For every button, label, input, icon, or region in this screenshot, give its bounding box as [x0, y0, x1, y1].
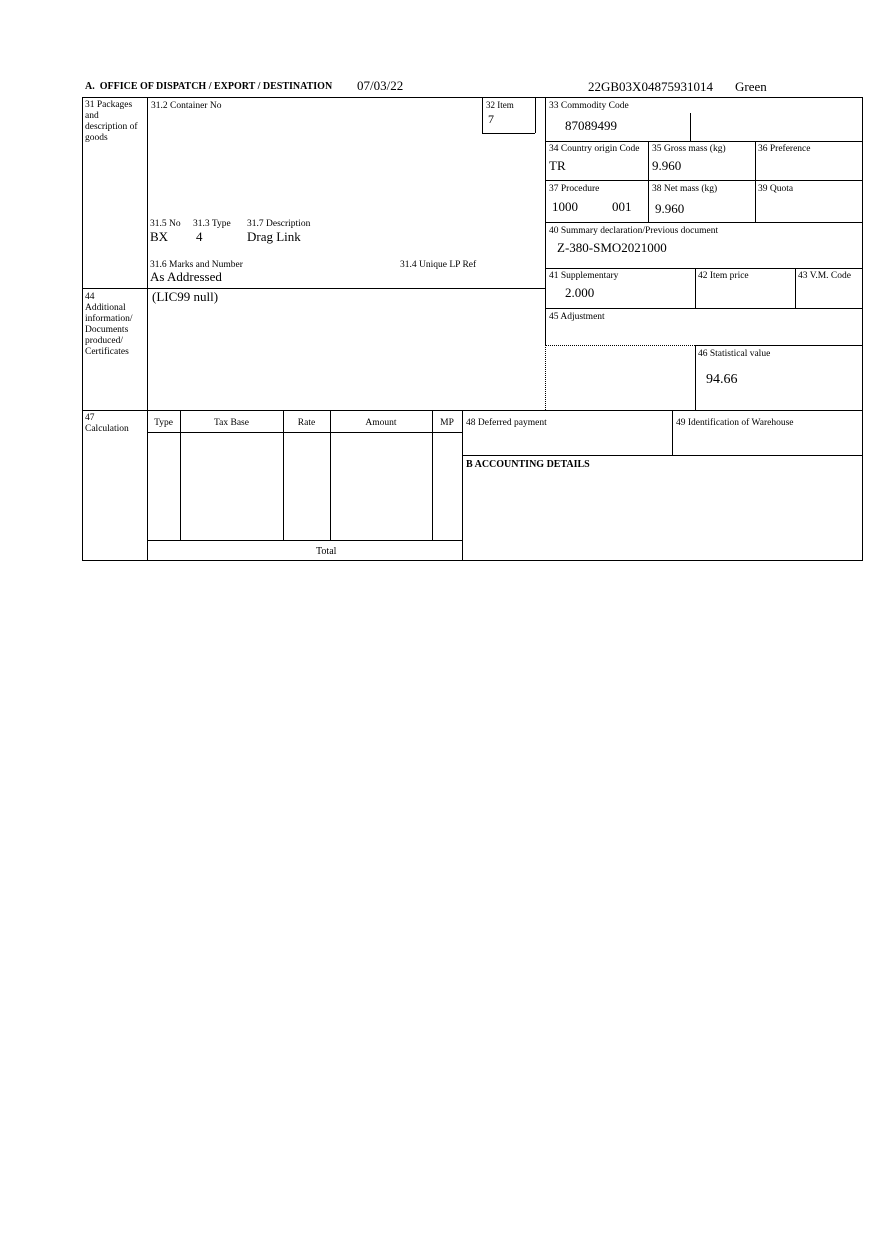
form-line	[330, 410, 331, 540]
form-line	[180, 410, 181, 540]
box33-value: 87089499	[565, 118, 617, 133]
box37-value-2: 001	[612, 199, 632, 214]
calc-col-type: Type	[154, 418, 173, 428]
form-line	[482, 133, 535, 134]
box46-label: 46 Statistical value	[698, 349, 771, 359]
form-line	[545, 268, 862, 269]
form-dotted-line	[545, 345, 546, 410]
box35-label: 35 Gross mass (kg)	[652, 144, 726, 154]
form-line	[535, 97, 536, 133]
box38-value: 9.960	[655, 201, 685, 216]
form-line	[545, 308, 862, 309]
form-line	[147, 432, 462, 433]
form-line	[690, 113, 691, 141]
box31-no-label: 31.5 No	[150, 219, 181, 229]
section-b-label: B ACCOUNTING DETAILS	[466, 459, 590, 470]
box40-value: Z-380-SMO2021000	[557, 240, 667, 255]
box42-label: 42 Item price	[698, 271, 749, 281]
box44-value: (LIC99 null)	[152, 289, 219, 304]
form-line	[672, 410, 673, 455]
box32-item-label: 32 Item	[486, 100, 514, 110]
box31-marks-label: 31.6 Marks and Number	[150, 260, 243, 270]
form-line	[283, 410, 284, 540]
box34-label: 34 Country origin Code	[549, 144, 640, 154]
form-line	[545, 222, 862, 223]
form-line	[147, 540, 462, 541]
form-line	[648, 141, 649, 222]
form-dotted-line	[545, 345, 695, 346]
declaration-date: 07/03/22	[357, 78, 404, 93]
form-line	[462, 410, 463, 560]
form-line	[545, 180, 862, 181]
container-no-label: 31.2 Container No	[151, 101, 222, 111]
box46-value: 94.66	[706, 372, 738, 387]
calc-total-label: Total	[316, 546, 337, 557]
box33-label: 33 Commodity Code	[549, 101, 629, 111]
box40-label: 40 Summary declaration/Previous document	[549, 226, 719, 236]
box36-label: 36 Preference	[758, 144, 811, 154]
mrn-value: 22GB03X04875931014	[588, 79, 713, 94]
box45-label: 45 Adjustment	[549, 312, 605, 322]
box47-number: 47	[85, 413, 95, 423]
form-line	[82, 97, 83, 560]
box37-label: 37 Procedure	[549, 184, 600, 194]
form-line	[462, 455, 862, 456]
form-line	[482, 97, 483, 133]
box31-description-label: 31.7 Description	[247, 219, 311, 229]
box43-label: 43 V.M. Code	[798, 271, 851, 281]
box41-value: 2.000	[565, 285, 595, 300]
box48-label: 48 Deferred payment	[466, 418, 547, 428]
routing-status: Green	[735, 79, 767, 94]
box34-value: TR	[549, 158, 566, 173]
box47-side-label: Calculation	[85, 424, 129, 434]
box31-side-label: 31 Packages and description of goods	[85, 100, 138, 143]
calc-col-tax-base: Tax Base	[214, 418, 249, 428]
form-line	[147, 97, 148, 560]
box44-side-label: Additional information/ Documents produced/ Certificates	[85, 303, 133, 357]
form-line	[862, 97, 863, 561]
form-line	[695, 345, 696, 410]
form-line	[755, 141, 756, 222]
form-line	[695, 268, 696, 308]
calc-col-rate: Rate	[297, 418, 316, 428]
box39-label: 39 Quota	[758, 184, 794, 194]
form-line	[695, 345, 862, 346]
box31-type-value: 4	[196, 229, 203, 244]
form-line	[545, 97, 546, 345]
box32-item-value: 7	[488, 112, 494, 126]
box31-description-value: Drag Link	[247, 229, 301, 244]
form-line	[82, 97, 863, 98]
box31-marks-value: As Addressed	[150, 269, 222, 284]
box41-label: 41 Supplementary	[549, 271, 619, 281]
box44-number: 44	[85, 292, 95, 302]
form-line	[82, 410, 862, 411]
form-line	[795, 268, 796, 308]
box37-value-1: 1000	[552, 199, 578, 214]
calc-col-amount: Amount	[365, 418, 397, 428]
box49-label: 49 Identification of Warehouse	[676, 418, 794, 428]
calc-col-mp: MP	[440, 418, 454, 428]
box31-lp-ref-label: 31.4 Unique LP Ref	[400, 260, 477, 270]
office-of-dispatch-label: A. OFFICE OF DISPATCH / EXPORT / DESTINATION	[85, 81, 333, 92]
box38-label: 38 Net mass (kg)	[652, 184, 718, 194]
form-line	[82, 560, 863, 561]
form-line	[432, 410, 433, 540]
form-line	[545, 141, 862, 142]
box31-no-value: BX	[150, 229, 169, 244]
box35-value: 9.960	[652, 158, 682, 173]
box31-type-label: 31.3 Type	[193, 219, 231, 229]
